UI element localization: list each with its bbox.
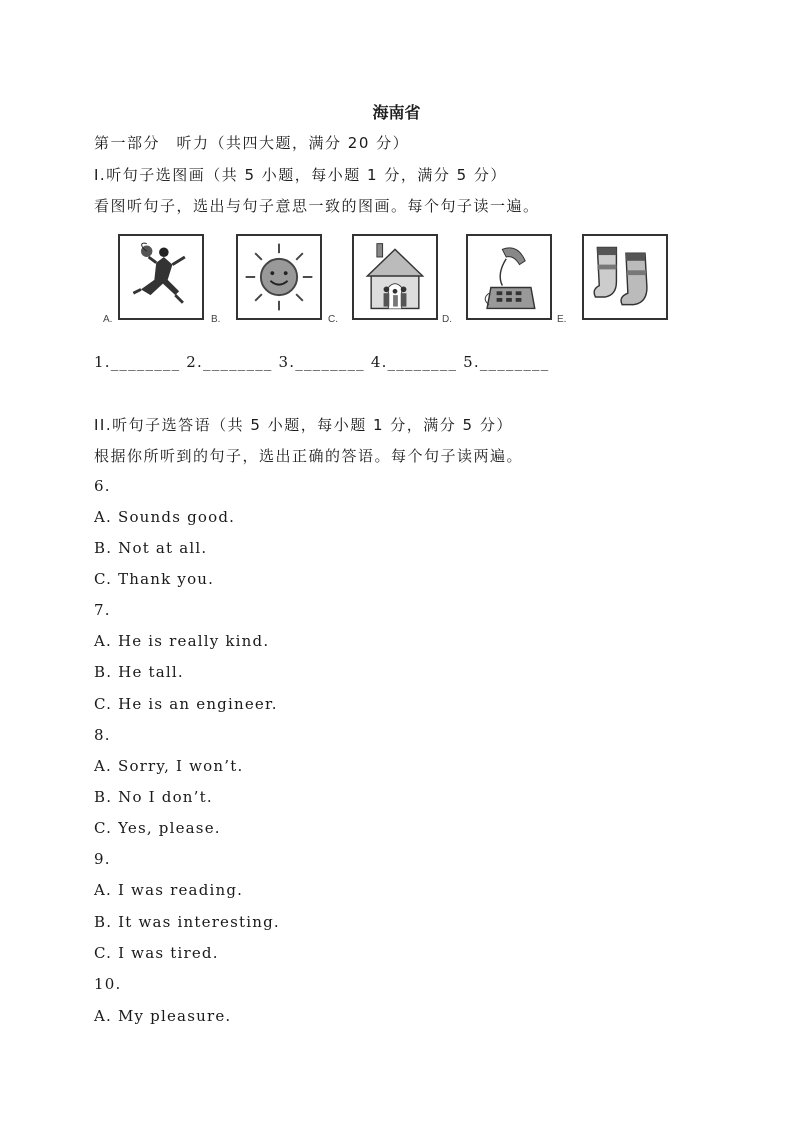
option-text: B. It was interesting. [94, 913, 280, 931]
section1-heading: I.听句子选图画（共 5 小题，每小题 1 分，满分 5 分） [94, 166, 507, 184]
picture-d [466, 234, 552, 320]
telephone-icon [468, 236, 550, 318]
option-text: A. My pleasure. [94, 1007, 232, 1025]
option-text: C. He is an engineer. [94, 695, 278, 713]
picture-b [236, 234, 322, 320]
question-number: 6. [94, 477, 111, 495]
question-number: 9. [94, 850, 111, 868]
sun-icon [238, 236, 320, 318]
option-text: B. Not at all. [94, 539, 208, 557]
section2-heading: II.听句子选答语（共 5 小题，每小题 1 分，满分 5 分） [94, 416, 513, 434]
answer-blanks: 1.________ 2.________ 3.________ 4.________ 5.________ [94, 353, 550, 371]
basketball-player-icon [120, 236, 202, 318]
section1-instruction: 看图听句子，选出与句子意思一致的图画。每个句子读一遍。 [94, 197, 540, 215]
question-number: 8. [94, 726, 111, 744]
picture-a-label: A. [103, 314, 113, 325]
part1-heading: 第一部分 听力（共四大题，满分 20 分） [94, 134, 410, 152]
option-text: B. He tall. [94, 663, 184, 681]
option-text: B. No I don’t. [94, 788, 213, 806]
picture-c [352, 234, 438, 320]
picture-d-label: D. [442, 314, 452, 325]
question-number: 7. [94, 601, 111, 619]
socks-icon [584, 236, 666, 318]
option-text: A. Sounds good. [94, 508, 236, 526]
option-text: A. Sorry, I won’t. [94, 757, 244, 775]
question-number: 10. [94, 975, 122, 993]
section2-instruction: 根据你所听到的句子，选出正确的答语。每个句子读两遍。 [94, 447, 524, 465]
document-title: 海南省 [372, 103, 421, 122]
option-text: A. I was reading. [94, 881, 244, 899]
option-text: C. Yes, please. [94, 819, 221, 837]
picture-b-label: B. [211, 314, 221, 325]
option-text: A. He is really kind. [94, 632, 270, 650]
picture-e [582, 234, 668, 320]
picture-e-label: E. [557, 314, 567, 325]
option-text: C. I was tired. [94, 944, 219, 962]
picture-c-label: C. [328, 314, 338, 325]
picture-a [118, 234, 204, 320]
house-family-icon [354, 236, 436, 318]
option-text: C. Thank you. [94, 570, 215, 588]
